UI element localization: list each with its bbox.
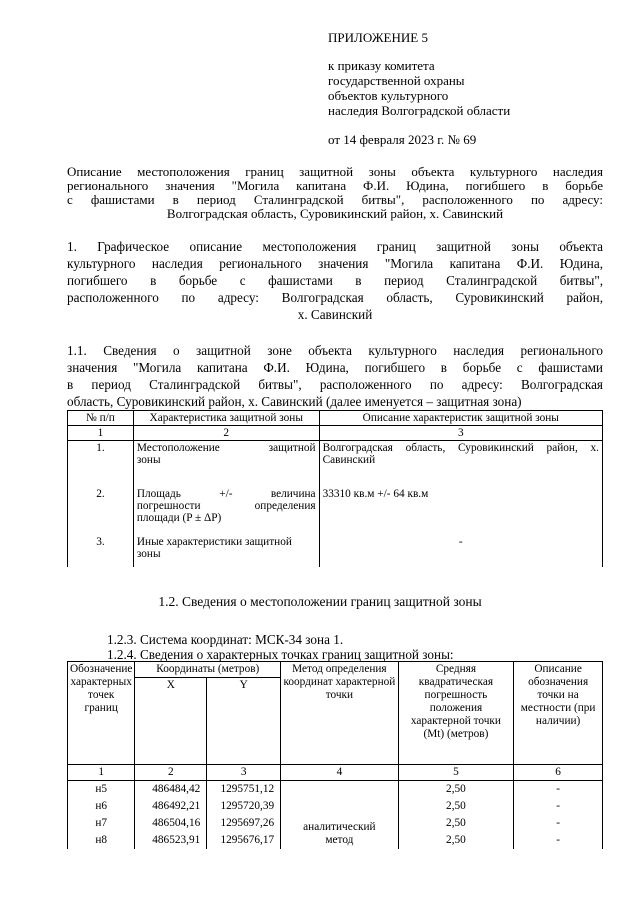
header-method: Метод определения координат характерной точки bbox=[281, 662, 399, 765]
column-number: 6 bbox=[514, 765, 603, 781]
point-method: аналитический метод bbox=[281, 781, 399, 850]
row-characteristic: Местоположение защитной зоны bbox=[133, 441, 319, 488]
point-description: - bbox=[514, 781, 603, 799]
paragraph-line: х. Савинский bbox=[297, 307, 373, 322]
column-number: 1 bbox=[68, 765, 135, 781]
point-id: н8 bbox=[68, 832, 135, 849]
points-heading: 1.2.4. Сведения о характерных точках границ защитной зоны: bbox=[107, 647, 454, 662]
protection-zone-table bbox=[67, 410, 603, 567]
column-number: 1 bbox=[68, 426, 134, 441]
point-description: - bbox=[514, 815, 603, 832]
section-1-paragraph bbox=[67, 238, 603, 323]
header-characteristic: Характеристика защитной зоны bbox=[133, 411, 319, 426]
header-description: Описание характеристик защитной зоны bbox=[319, 411, 602, 426]
table-row bbox=[68, 781, 603, 799]
point-error: 2,50 bbox=[398, 832, 514, 849]
header-coordinates: Координаты (метров) bbox=[135, 662, 281, 678]
point-y: 1295751,12 bbox=[207, 781, 281, 799]
order-reference-line: государственной охраны bbox=[328, 73, 465, 88]
header-x: X bbox=[135, 678, 207, 765]
point-x: 486484,42 bbox=[135, 781, 207, 799]
column-number: 3 bbox=[207, 765, 281, 781]
paragraph-line: культурного наследия регионального значения "Могила капитана Ф.И. Юдина, bbox=[67, 256, 603, 271]
row-description: 33310 кв.м +/- 64 кв.м bbox=[319, 487, 602, 535]
point-error: 2,50 bbox=[398, 781, 514, 799]
row-characteristic: Иные характеристики защитной зоны bbox=[133, 535, 319, 567]
point-x: 486504,16 bbox=[135, 815, 207, 832]
table-row bbox=[68, 487, 603, 535]
row-number: 1. bbox=[68, 441, 134, 488]
title-line: Описание местоположения границ защитной зоны объекта культурного наследия bbox=[67, 164, 603, 179]
appendix-header bbox=[328, 30, 628, 147]
point-y: 1295720,39 bbox=[207, 798, 281, 815]
row-number: 3. bbox=[68, 535, 134, 567]
paragraph-line: 1.1. Сведения о защитной зоне объекта культурного наследия регионального bbox=[67, 343, 603, 358]
point-id: н6 bbox=[68, 798, 135, 815]
row-description: Волгоградская область, Суровикинский район, х. Савинский bbox=[319, 441, 602, 488]
point-x: 486523,91 bbox=[135, 832, 207, 849]
point-description: - bbox=[514, 798, 603, 815]
title-line: с фашистами в период Сталинградской битвы", расположенного по адресу: bbox=[67, 192, 603, 207]
order-reference-line: наследия Волгоградской области bbox=[328, 103, 511, 118]
column-number: 2 bbox=[133, 426, 319, 441]
section-1-2-heading: 1.2. Сведения о местоположении границ защитной зоны bbox=[158, 594, 482, 609]
column-number: 5 bbox=[398, 765, 514, 781]
row-number: 2. bbox=[68, 487, 134, 535]
table-row bbox=[68, 441, 603, 488]
paragraph-line: 1. Графическое описание местоположения границ защитной зоны объекта bbox=[67, 239, 603, 254]
characteristic-points-table bbox=[67, 661, 603, 849]
row-characteristic: Площадь +/- величина погрешности определения площади (P ± ΔP) bbox=[133, 487, 319, 535]
header-num: № п/п bbox=[68, 411, 134, 426]
header-y: Y bbox=[207, 678, 281, 765]
paragraph-line: область, Суровикинский район, х. Савинский (далее именуется – защитная зона) bbox=[67, 394, 522, 409]
order-reference bbox=[328, 58, 628, 118]
point-error: 2,50 bbox=[398, 798, 514, 815]
point-error: 2,50 bbox=[398, 815, 514, 832]
paragraph-line: значения "Могила капитана Ф.И. Юдина, погибшего в борьбе с фашистами bbox=[67, 360, 603, 375]
appendix-title: ПРИЛОЖЕНИЕ 5 bbox=[328, 30, 428, 45]
paragraph-line: расположенного по адресу: Волгоградская область, Суровикинский район, bbox=[67, 290, 603, 305]
point-id: н5 bbox=[68, 781, 135, 799]
header-point-id: Обозначение характерных точек границ bbox=[68, 662, 135, 765]
point-x: 486492,21 bbox=[135, 798, 207, 815]
order-reference-line: объектов культурного bbox=[328, 88, 449, 103]
column-number: 4 bbox=[281, 765, 399, 781]
point-y: 1295697,26 bbox=[207, 815, 281, 832]
column-number: 3 bbox=[319, 426, 602, 441]
column-number: 2 bbox=[135, 765, 207, 781]
order-date: от 14 февраля 2023 г. № 69 bbox=[328, 132, 477, 147]
row-description: - bbox=[319, 535, 602, 567]
section-1-1-paragraph bbox=[67, 342, 603, 410]
title-line: Волгоградская область, Суровикинский район, х. Савинский bbox=[166, 206, 504, 221]
paragraph-line: погибшего в борьбе с фашистами в период Сталинградской битвы", bbox=[67, 273, 603, 288]
header-point-description: Описание обозначения точки на местности (при наличии) bbox=[514, 662, 603, 765]
point-id: н7 bbox=[68, 815, 135, 832]
header-error: Средняя квадратическая погрешность положения характерной точки (Mt) (метров) bbox=[398, 662, 514, 765]
point-description: - bbox=[514, 832, 603, 849]
table-row bbox=[68, 535, 603, 567]
document-title bbox=[67, 165, 603, 221]
order-reference-line: к приказу комитета bbox=[328, 58, 435, 73]
title-line: регионального значения "Могила капитана Ф.И. Юдина, погибшего в борьбе bbox=[67, 178, 603, 193]
coordinate-system: 1.2.3. Система координат: МСК-34 зона 1. bbox=[107, 632, 344, 647]
point-y: 1295676,17 bbox=[207, 832, 281, 849]
paragraph-line: в период Сталинградской битвы", расположенного по адресу: Волгоградская bbox=[67, 377, 603, 392]
